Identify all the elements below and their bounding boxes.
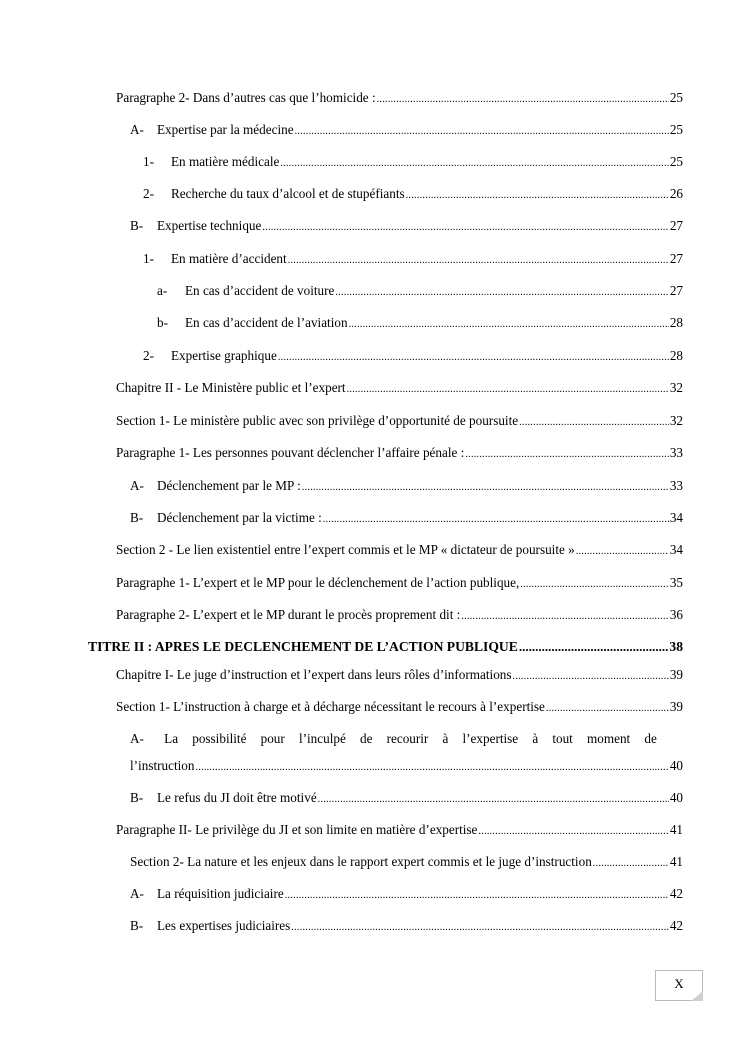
toc-entry-first-line bbox=[130, 731, 683, 747]
toc-entry-label: Section 2 - Le lien existentiel entre l’expert commis et le MP « dictateur de poursuite » bbox=[116, 542, 575, 557]
toc-entry-label: Recherche du taux d’alcool et de stupéfiants bbox=[171, 186, 405, 201]
toc-page-number: 42 bbox=[669, 886, 683, 901]
toc-page-number: 35 bbox=[669, 575, 683, 590]
toc-page-number: 27 bbox=[669, 251, 683, 266]
toc-entry-marker: B- bbox=[130, 918, 144, 933]
toc-page-number: 39 bbox=[669, 699, 683, 714]
toc-page-number: 25 bbox=[669, 122, 683, 137]
toc-page-number: 32 bbox=[669, 413, 683, 428]
toc-page-number: 33 bbox=[669, 445, 683, 460]
toc-word: La bbox=[164, 731, 179, 746]
dot-leader bbox=[406, 188, 669, 204]
dot-leader bbox=[323, 512, 669, 528]
dot-leader bbox=[546, 701, 669, 717]
dot-leader bbox=[519, 639, 669, 655]
toc-entry-label: En cas d’accident de voiture bbox=[185, 283, 335, 298]
toc-page-number: 25 bbox=[669, 90, 683, 105]
toc-word: de bbox=[644, 731, 657, 746]
toc-entry-marker: B- bbox=[130, 510, 144, 525]
toc-word: à bbox=[532, 731, 539, 746]
toc-word: moment bbox=[587, 731, 631, 746]
toc-entry bbox=[143, 251, 683, 269]
toc-page-number: 39 bbox=[669, 667, 683, 682]
toc-entry bbox=[143, 348, 683, 366]
toc-entry-marker: 1- bbox=[143, 154, 154, 169]
toc-page-number: 36 bbox=[669, 607, 683, 622]
toc-entry bbox=[130, 886, 683, 904]
toc-entry-label: Expertise par la médecine bbox=[157, 122, 294, 137]
toc-entry-label: Expertise technique bbox=[157, 218, 262, 233]
toc-page-number: 40 bbox=[669, 758, 683, 773]
toc-word: tout bbox=[552, 731, 573, 746]
toc-entry-label: Déclenchement par le MP : bbox=[157, 478, 301, 493]
toc-entry bbox=[116, 542, 683, 560]
dot-leader bbox=[593, 856, 669, 872]
toc-page-number: 41 bbox=[669, 854, 683, 869]
toc-entry-marker: 2- bbox=[143, 348, 154, 363]
toc-entry-label: Section 1- Le ministère public avec son privilège d’opportunité de poursuite bbox=[116, 413, 519, 428]
dot-leader bbox=[513, 669, 669, 685]
toc-entry-label: En cas d’accident de l’aviation bbox=[185, 315, 348, 330]
toc-entry-marker: b- bbox=[157, 315, 168, 330]
toc-page-number: 41 bbox=[669, 822, 683, 837]
toc-entry-label: Paragraphe 2- L’expert et le MP durant le procès proprement dit : bbox=[116, 607, 461, 622]
toc-entry bbox=[130, 478, 683, 496]
dot-leader bbox=[295, 124, 669, 140]
dot-leader bbox=[576, 544, 669, 560]
toc-word: possibilité bbox=[192, 731, 247, 746]
toc-entry-label: Section 1- L’instruction à charge et à décharge nécessitant le recours à l’expertise bbox=[116, 699, 545, 714]
toc-entry-label: TITRE II : APRES LE DECLENCHEMENT DE L’ACTION PUBLIQUE bbox=[88, 639, 518, 654]
toc-entry-label: Chapitre I- Le juge d’instruction et l’expert dans leurs rôles d’informations bbox=[116, 667, 512, 682]
toc-page-number: 26 bbox=[669, 186, 683, 201]
toc-entry-label: En matière médicale bbox=[171, 154, 280, 169]
toc-word: recourir bbox=[386, 731, 429, 746]
dot-leader bbox=[291, 920, 669, 936]
dot-leader bbox=[262, 220, 668, 236]
toc-entry bbox=[130, 790, 683, 808]
toc-entry-label: La réquisition judiciaire bbox=[157, 886, 284, 901]
toc-entry bbox=[116, 822, 683, 840]
toc-entry-marker: A- bbox=[130, 731, 144, 746]
dot-leader bbox=[349, 317, 669, 333]
toc-entry bbox=[116, 380, 683, 398]
toc-title-entry bbox=[88, 639, 683, 655]
toc-page-number: 32 bbox=[669, 380, 683, 395]
toc-page-number: 42 bbox=[669, 918, 683, 933]
dot-leader bbox=[461, 609, 668, 625]
toc-page-number: 34 bbox=[669, 542, 683, 557]
dot-leader bbox=[195, 760, 668, 776]
toc-page-number: 34 bbox=[669, 510, 683, 525]
toc-entry bbox=[116, 699, 683, 717]
toc-entry bbox=[157, 283, 683, 301]
toc-page-number: 27 bbox=[669, 218, 683, 233]
toc-entry bbox=[157, 315, 683, 333]
toc-entry-multiline bbox=[130, 731, 683, 747]
toc-entry-label: Section 2- La nature et les enjeux dans le rapport expert commis et le juge d’instruction bbox=[130, 854, 592, 869]
toc-entry-label: Les expertises judiciaires bbox=[157, 918, 291, 933]
toc-entry-label: Paragraphe 1- Les personnes pouvant déclencher l’affaire pénale : bbox=[116, 445, 465, 460]
toc-word: l’expertise bbox=[462, 731, 519, 746]
toc-page-number: 25 bbox=[669, 154, 683, 169]
toc-page-number: 27 bbox=[669, 283, 683, 298]
toc-entry-label: Paragraphe 2- Dans d’autres cas que l’homicide : bbox=[116, 90, 376, 105]
toc-entry bbox=[130, 918, 683, 936]
toc-page-number: 28 bbox=[669, 348, 683, 363]
toc-page-number: 40 bbox=[669, 790, 683, 805]
dot-leader bbox=[280, 156, 668, 172]
dot-leader bbox=[519, 415, 669, 431]
toc-entry-marker: 1- bbox=[143, 251, 154, 266]
toc-entry-marker: 2- bbox=[143, 186, 154, 201]
toc-entry-marker: B- bbox=[130, 218, 144, 233]
toc-entry bbox=[116, 90, 683, 108]
toc-entry-label: En matière d’accident bbox=[171, 251, 287, 266]
dot-leader bbox=[335, 285, 668, 301]
toc-entry bbox=[116, 667, 683, 685]
toc-word: de bbox=[359, 731, 373, 746]
toc-entry-continuation bbox=[130, 758, 683, 776]
toc-entry bbox=[130, 218, 683, 236]
dot-leader bbox=[465, 447, 668, 463]
toc-entry bbox=[116, 413, 683, 431]
dot-leader bbox=[478, 824, 668, 840]
toc-word: à bbox=[442, 731, 449, 746]
toc-page-number: 28 bbox=[669, 315, 683, 330]
page-number-box bbox=[655, 970, 703, 1001]
toc-entry bbox=[143, 154, 683, 172]
dot-leader bbox=[278, 350, 669, 366]
toc-entry-label: Paragraphe II- Le privilège du JI et son limite en matière d’expertise bbox=[116, 822, 478, 837]
toc-entry-label: Le refus du JI doit être motivé bbox=[157, 790, 317, 805]
toc-entry bbox=[130, 510, 683, 528]
toc-entry bbox=[130, 854, 683, 872]
toc-word: l’inculpé bbox=[298, 731, 346, 746]
toc-entry-marker: A- bbox=[130, 122, 144, 137]
toc-entry bbox=[116, 575, 683, 593]
toc-page-number: 33 bbox=[669, 478, 683, 493]
toc-word: pour bbox=[260, 731, 285, 746]
toc-entry-label: Chapitre II - Le Ministère public et l’expert bbox=[116, 380, 346, 395]
toc-entry-label: Déclenchement par la victime : bbox=[157, 510, 322, 525]
page-number: X bbox=[674, 976, 684, 991]
toc-page-number: 38 bbox=[669, 639, 683, 654]
toc-entry bbox=[116, 607, 683, 625]
toc-entry-label: l’instruction bbox=[130, 758, 195, 773]
toc-entry bbox=[130, 122, 683, 140]
dot-leader bbox=[347, 382, 669, 398]
toc-entry bbox=[116, 445, 683, 463]
dot-leader bbox=[520, 577, 669, 593]
dot-leader bbox=[302, 480, 669, 496]
dot-leader bbox=[318, 792, 669, 808]
toc-entry-label: Expertise graphique bbox=[171, 348, 277, 363]
toc-entry-marker: a- bbox=[157, 283, 168, 298]
dot-leader bbox=[377, 92, 669, 108]
toc-entry bbox=[143, 186, 683, 204]
dot-leader bbox=[285, 888, 669, 904]
dot-leader bbox=[288, 253, 669, 269]
toc-entry-label: Paragraphe 1- L’expert et le MP pour le déclenchement de l’action publique, bbox=[116, 575, 520, 590]
toc-entry-marker: B- bbox=[130, 790, 144, 805]
toc-entry-marker: A- bbox=[130, 886, 144, 901]
toc-entry-marker: A- bbox=[130, 478, 144, 493]
